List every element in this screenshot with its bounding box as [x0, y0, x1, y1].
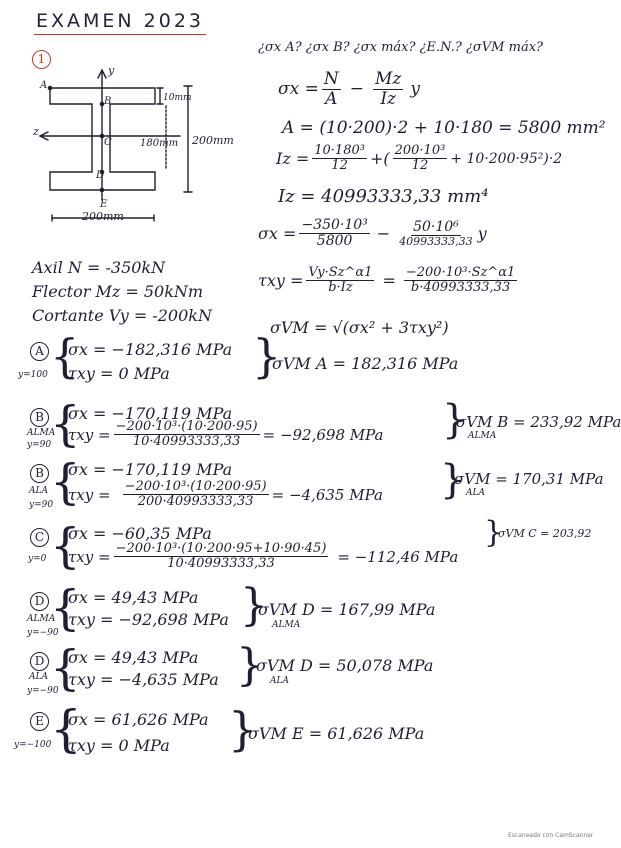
label-point-c: C [104, 137, 112, 148]
result-e-marker [30, 710, 49, 731]
result-d-ala-sigma-x: σx = 49,43 MPa [68, 648, 199, 667]
result-c-marker [30, 526, 49, 547]
result-c-brace-right: } [484, 515, 504, 550]
result-d-ala-marker [30, 650, 49, 671]
formula-tau-n1: Vy·Sz^α1 [308, 265, 373, 280]
load-bending: Flector Mz = 50kNm [32, 282, 204, 301]
formula-sigma-x-d1: 5800 [316, 233, 353, 250]
result-e-brace-right: } [228, 702, 258, 756]
result-d-ala-pos2: y=−90 [27, 686, 59, 696]
formula-inertia-f1-num: 10·180³ [314, 143, 365, 158]
result-e-von-mises: σVM E = 61,626 MPa [248, 724, 425, 743]
result-c-sigma-x: σx = −60,35 MPa [68, 524, 212, 543]
formula-inertia-f1-den: 12 [331, 158, 348, 174]
result-a-brace: { [50, 329, 80, 383]
result-b-ala-label: B [30, 464, 49, 483]
result-d-ala-vm-sub: ALA [270, 676, 289, 686]
result-b-ala-pos1: ALA [29, 486, 48, 496]
label-point-b: B [104, 96, 112, 107]
formula-sigma-x-minus: − [376, 224, 391, 244]
result-d-alma-pos1: ALMA [27, 614, 56, 624]
result-d-ala-brace-right: } [236, 640, 264, 691]
load-axial: Axil N = -350kN [32, 258, 166, 277]
label-point-a: A [40, 80, 48, 91]
result-b-alma-brace: { [50, 396, 81, 452]
result-d-alma-pos2: y=−90 [27, 628, 59, 638]
formula-navier-a: A [325, 88, 338, 109]
result-b-alma-tau-den: 10·40993333,33 [132, 434, 241, 450]
result-b-alma-tau-num: −200·10³·(10·200·95) [115, 419, 258, 434]
result-c-brace: { [50, 518, 81, 574]
result-b-ala-tau [68, 480, 383, 510]
result-a-marker [30, 342, 49, 361]
result-e-label: E [30, 712, 49, 731]
result-d-ala-label: D [30, 652, 49, 671]
result-c-tau-num: −200·10³·(10·200·95+10·90·45) [115, 541, 327, 556]
result-a-brace-right: } [252, 329, 282, 383]
result-c-tau-den: 10·40993333,33 [167, 556, 275, 572]
result-b-alma-sigma-x: σx = −170,119 MPa [68, 404, 233, 423]
result-a-position: y=100 [18, 370, 48, 380]
result-d-ala-pos1: ALA [29, 672, 48, 682]
result-c-tau-res: = −112,46 MPa [337, 547, 459, 566]
formula-sigma-x-y: y [477, 224, 487, 244]
formula-inertia-lhs: Iz = [276, 149, 310, 169]
formula-navier [278, 70, 420, 108]
dim-total-height: 200mm [192, 134, 234, 147]
result-e-tau-xy: τxy = 0 MPa [68, 736, 170, 755]
dim-web-height: 180mm [140, 138, 179, 149]
result-b-alma-tau-res: = −92,698 MPa [262, 425, 384, 444]
formula-navier-lhs: σx = [278, 79, 319, 100]
formula-sigma-x-n2: 50·10⁶ [413, 218, 459, 235]
result-b-ala-marker [30, 462, 49, 483]
formula-inertia [276, 144, 562, 174]
formula-tau-eq: = [382, 271, 396, 291]
result-d-ala-tau-xy: τxy = −4,635 MPa [68, 670, 219, 689]
result-c-label: C [30, 528, 49, 547]
dim-flange-thickness: 10mm [163, 93, 192, 103]
result-b-ala-tau-lhs: τxy = [68, 485, 111, 504]
formula-navier-mz: Mz [374, 69, 402, 89]
formula-inertia-value: Iz = 40993333,33 mm⁴ [278, 186, 489, 207]
exam-title: EXAMEN 2023 [36, 10, 205, 32]
formula-inertia-f2-num: 200·10³ [394, 143, 446, 158]
formula-inertia-f2-den: 12 [411, 158, 429, 174]
formula-tau-d2: b·40993333,33 [410, 280, 511, 296]
label-y-axis: y [108, 64, 115, 77]
result-a-tau-xy: τxy = 0 MPa [68, 364, 170, 383]
load-shear: Cortante Vy = -200kN [32, 306, 212, 325]
formula-sigma-x-d2: 40993333,33 [399, 235, 473, 249]
label-point-d: D [96, 170, 105, 181]
result-b-alma-vm-sub: ALMA [468, 431, 497, 441]
formula-navier-minus: − [349, 79, 364, 100]
formula-tau-xy [258, 266, 520, 296]
result-d-alma-vm-sub: ALMA [272, 620, 301, 630]
result-c-tau-lhs: τxy = [68, 547, 111, 566]
formula-inertia-plus: + [369, 149, 384, 169]
result-b-alma-tau-lhs: τxy = [68, 425, 111, 444]
questions-line: ¿σx A? ¿σx B? ¿σx máx? ¿E.N.? ¿σVM máx? [258, 40, 544, 55]
result-b-ala-von-mises: σVM = 170,31 MPa [454, 470, 604, 488]
formula-sigma-x-n1: −350·10³ [301, 217, 368, 233]
formula-sigma-x [258, 218, 487, 250]
formula-navier-n: N [323, 69, 339, 89]
formula-von-mises: σVM = √(σx² + 3τxy²) [270, 318, 449, 337]
result-b-alma-label: B [30, 408, 49, 427]
result-d-alma-von-mises: σVM D = 167,99 MPa [258, 600, 436, 619]
result-b-alma-von-mises: σVM B = 233,92 MPa [456, 413, 621, 431]
result-d-alma-brace-right: } [240, 580, 268, 631]
result-e-sigma-x: σx = 61,626 MPa [68, 710, 209, 729]
formula-tau-lhs: τxy = [258, 271, 304, 291]
formula-tau-d1: b·Iz [328, 280, 353, 296]
problem-number: 1 [32, 50, 51, 69]
result-b-ala-tau-res: = −4,635 MPa [271, 485, 383, 504]
result-a-sigma-x: σx = −182,316 MPa [68, 340, 233, 359]
result-d-ala-brace: { [50, 640, 81, 696]
result-a-label: A [30, 342, 49, 361]
result-b-alma-brace-right: } [442, 397, 468, 443]
result-b-ala-sigma-x: σx = −170,119 MPa [68, 460, 233, 479]
scanner-watermark: Escaneado con CamScanner [508, 832, 594, 839]
label-point-e: E [100, 199, 108, 210]
result-b-ala-brace-right: } [440, 457, 466, 503]
result-b-ala-pos2: y=90 [29, 500, 54, 510]
result-c-position: y=0 [28, 554, 47, 564]
result-c-tau [68, 542, 458, 572]
formula-sigma-x-lhs: σx = [258, 224, 297, 244]
dim-flange-width: 200mm [82, 210, 124, 223]
result-e-brace: { [50, 700, 82, 758]
result-d-ala-von-mises: σVM D = 50,078 MPa [256, 656, 434, 675]
formula-area: A = (10·200)·2 + 10·180 = 5800 mm² [282, 118, 606, 138]
result-a-von-mises: σVM A = 182,316 MPa [272, 354, 459, 373]
formula-tau-n2: −200·10³·Sz^α1 [405, 265, 516, 280]
result-d-alma-tau-xy: τxy = −92,698 MPa [68, 610, 229, 629]
formula-inertia-rest: + 10·200·95²)·2 [450, 150, 563, 167]
result-d-alma-brace: { [50, 580, 81, 636]
result-b-ala-brace: { [50, 454, 81, 510]
result-b-alma-tau [68, 420, 384, 450]
result-d-alma-label: D [30, 592, 49, 611]
title-underline [34, 34, 206, 35]
result-b-ala-vm-sub: ALA [466, 488, 485, 498]
result-b-ala-tau-den: 200·40993333,33 [137, 494, 254, 510]
result-d-alma-sigma-x: σx = 49,43 MPa [68, 588, 199, 607]
result-b-alma-pos1: ALMA [27, 428, 56, 438]
formula-navier-y: y [410, 79, 420, 100]
label-z-axis: z [33, 125, 39, 138]
result-e-position: y=−100 [14, 740, 52, 750]
result-d-alma-marker [30, 590, 49, 611]
formula-inertia-open: ( [383, 149, 390, 169]
result-b-alma-pos2: y=90 [27, 440, 52, 450]
formula-navier-iz: Iz [380, 88, 396, 109]
result-c-von-mises: σVM C = 203,92 [498, 527, 592, 540]
result-b-ala-tau-num: −200·10³·(10·200·95) [124, 479, 267, 494]
result-b-alma-marker [30, 406, 49, 427]
